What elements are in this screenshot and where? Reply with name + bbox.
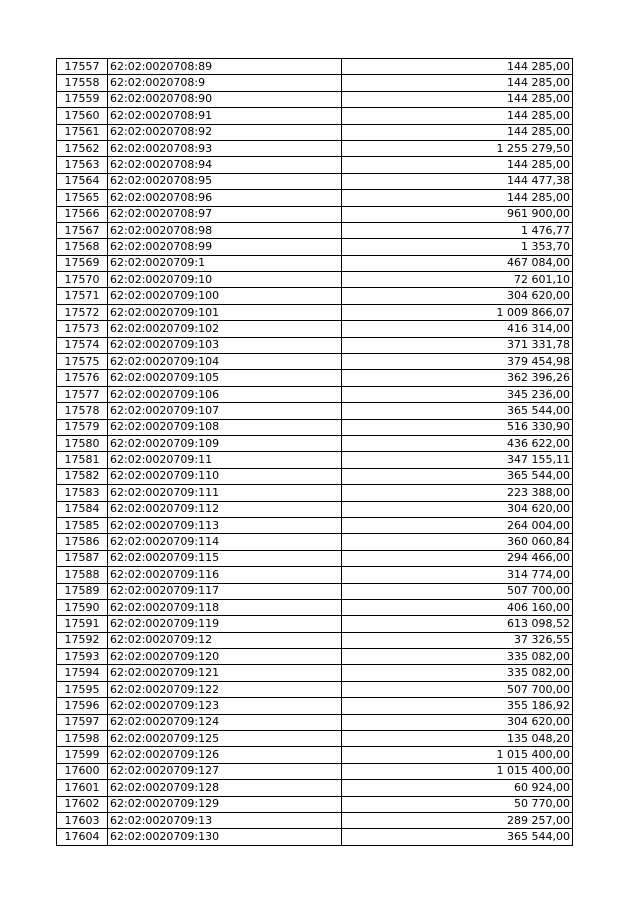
row-number-cell: 17570 [57, 272, 108, 288]
table-row [57, 780, 573, 796]
table-row [57, 829, 573, 845]
row-number-cell: 17575 [57, 354, 108, 370]
row-number-cell: 17598 [57, 731, 108, 747]
cadastral-number-cell: 62:02:0020709:115 [108, 550, 342, 566]
cadastral-number-cell: 62:02:0020709:119 [108, 616, 342, 632]
table-row [57, 501, 573, 517]
table-row [57, 632, 573, 648]
cadastral-value-cell: 347 155,11 [342, 452, 573, 468]
cadastral-number-cell: 62:02:0020709:11 [108, 452, 342, 468]
table-row [57, 157, 573, 173]
cadastral-number-cell: 62:02:0020708:95 [108, 173, 342, 189]
table-row [57, 370, 573, 386]
row-number-cell: 17590 [57, 599, 108, 615]
table-row [57, 206, 573, 222]
row-number-cell: 17588 [57, 567, 108, 583]
row-number-cell: 17580 [57, 435, 108, 451]
cadastral-value-cell: 1 353,70 [342, 239, 573, 255]
row-number-cell: 17561 [57, 124, 108, 140]
cadastral-value-cell: 613 098,52 [342, 616, 573, 632]
cadastral-number-cell: 62:02:0020709:128 [108, 780, 342, 796]
cadastral-value-cell: 1 255 279,50 [342, 140, 573, 156]
cadastral-number-cell: 62:02:0020709:104 [108, 354, 342, 370]
cadastral-value-cell: 144 285,00 [342, 190, 573, 206]
cadastral-value-cell: 304 620,00 [342, 501, 573, 517]
table-row [57, 452, 573, 468]
cadastral-number-cell: 62:02:0020709:13 [108, 812, 342, 828]
row-number-cell: 17604 [57, 829, 108, 845]
cadastral-number-cell: 62:02:0020709:120 [108, 649, 342, 665]
cadastral-number-cell: 62:02:0020708:89 [108, 59, 342, 75]
table-body [57, 59, 573, 846]
cadastral-value-cell: 360 060,84 [342, 534, 573, 550]
table-row [57, 354, 573, 370]
row-number-cell: 17573 [57, 321, 108, 337]
row-number-cell: 17589 [57, 583, 108, 599]
cadastral-value-cell: 144 285,00 [342, 124, 573, 140]
table-row [57, 304, 573, 320]
cadastral-value-cell: 72 601,10 [342, 272, 573, 288]
cadastral-value-cell: 304 620,00 [342, 288, 573, 304]
row-number-cell: 17601 [57, 780, 108, 796]
row-number-cell: 17562 [57, 140, 108, 156]
row-number-cell: 17584 [57, 501, 108, 517]
table-row [57, 550, 573, 566]
row-number-cell: 17597 [57, 714, 108, 730]
table-row [57, 272, 573, 288]
cadastral-value-cell: 362 396,26 [342, 370, 573, 386]
row-number-cell: 17592 [57, 632, 108, 648]
cadastral-number-cell: 62:02:0020708:9 [108, 75, 342, 91]
table-row [57, 485, 573, 501]
cadastral-value-cell: 144 477,38 [342, 173, 573, 189]
cadastral-number-cell: 62:02:0020709:1 [108, 255, 342, 271]
cadastral-value-cell: 60 924,00 [342, 780, 573, 796]
row-number-cell: 17576 [57, 370, 108, 386]
table-row [57, 321, 573, 337]
row-number-cell: 17595 [57, 681, 108, 697]
row-number-cell: 17566 [57, 206, 108, 222]
cadastral-value-cell: 1 476,77 [342, 222, 573, 238]
row-number-cell: 17572 [57, 304, 108, 320]
cadastral-number-cell: 62:02:0020709:113 [108, 517, 342, 533]
cadastral-number-cell: 62:02:0020708:91 [108, 108, 342, 124]
table-row [57, 222, 573, 238]
cadastral-number-cell: 62:02:0020709:105 [108, 370, 342, 386]
cadastral-value-cell: 144 285,00 [342, 75, 573, 91]
cadastral-value-cell: 144 285,00 [342, 91, 573, 107]
cadastral-number-cell: 62:02:0020709:126 [108, 747, 342, 763]
cadastral-value-cell: 304 620,00 [342, 714, 573, 730]
cadastral-value-cell: 314 774,00 [342, 567, 573, 583]
row-number-cell: 17564 [57, 173, 108, 189]
table-row [57, 649, 573, 665]
table-row [57, 796, 573, 812]
cadastral-number-cell: 62:02:0020708:92 [108, 124, 342, 140]
cadastral-number-cell: 62:02:0020709:118 [108, 599, 342, 615]
cadastral-number-cell: 62:02:0020709:116 [108, 567, 342, 583]
row-number-cell: 17583 [57, 485, 108, 501]
cadastral-value-cell: 961 900,00 [342, 206, 573, 222]
table-row [57, 812, 573, 828]
cadastral-number-cell: 62:02:0020708:98 [108, 222, 342, 238]
cadastral-value-cell: 1 015 400,00 [342, 763, 573, 779]
cadastral-number-cell: 62:02:0020709:108 [108, 419, 342, 435]
row-number-cell: 17568 [57, 239, 108, 255]
cadastral-number-cell: 62:02:0020709:101 [108, 304, 342, 320]
cadastral-value-cell: 365 544,00 [342, 468, 573, 484]
table-row [57, 75, 573, 91]
cadastral-value-cell: 264 004,00 [342, 517, 573, 533]
table-row [57, 173, 573, 189]
row-number-cell: 17577 [57, 386, 108, 402]
table-row [57, 255, 573, 271]
cadastral-value-cell: 1 009 866,07 [342, 304, 573, 320]
table-row [57, 698, 573, 714]
table-row [57, 567, 573, 583]
row-number-cell: 17578 [57, 403, 108, 419]
cadastral-number-cell: 62:02:0020708:96 [108, 190, 342, 206]
row-number-cell: 17602 [57, 796, 108, 812]
row-number-cell: 17594 [57, 665, 108, 681]
row-number-cell: 17558 [57, 75, 108, 91]
table-row [57, 763, 573, 779]
table-row [57, 435, 573, 451]
row-number-cell: 17586 [57, 534, 108, 550]
cadastral-value-cell: 37 326,55 [342, 632, 573, 648]
cadastral-number-cell: 62:02:0020709:112 [108, 501, 342, 517]
row-number-cell: 17593 [57, 649, 108, 665]
row-number-cell: 17582 [57, 468, 108, 484]
row-number-cell: 17599 [57, 747, 108, 763]
row-number-cell: 17585 [57, 517, 108, 533]
row-number-cell: 17600 [57, 763, 108, 779]
table-row [57, 403, 573, 419]
row-number-cell: 17596 [57, 698, 108, 714]
table-row [57, 124, 573, 140]
table-row [57, 419, 573, 435]
cadastral-number-cell: 62:02:0020709:127 [108, 763, 342, 779]
cadastral-number-cell: 62:02:0020709:122 [108, 681, 342, 697]
table-row [57, 616, 573, 632]
table-row [57, 731, 573, 747]
cadastral-number-cell: 62:02:0020709:10 [108, 272, 342, 288]
cadastral-number-cell: 62:02:0020709:107 [108, 403, 342, 419]
row-number-cell: 17567 [57, 222, 108, 238]
cadastral-value-cell: 335 082,00 [342, 665, 573, 681]
row-number-cell: 17560 [57, 108, 108, 124]
cadastral-number-cell: 62:02:0020709:114 [108, 534, 342, 550]
cadastral-value-cell: 436 622,00 [342, 435, 573, 451]
cadastral-number-cell: 62:02:0020708:90 [108, 91, 342, 107]
cadastral-number-cell: 62:02:0020709:124 [108, 714, 342, 730]
cadastral-number-cell: 62:02:0020709:117 [108, 583, 342, 599]
cadastral-value-cell: 507 700,00 [342, 681, 573, 697]
row-number-cell: 17571 [57, 288, 108, 304]
cadastral-number-cell: 62:02:0020709:100 [108, 288, 342, 304]
cadastral-number-cell: 62:02:0020709:110 [108, 468, 342, 484]
cadastral-value-cell: 371 331,78 [342, 337, 573, 353]
cadastral-value-cell: 355 186,92 [342, 698, 573, 714]
row-number-cell: 17574 [57, 337, 108, 353]
table-row [57, 190, 573, 206]
table-row [57, 59, 573, 75]
table-row [57, 599, 573, 615]
row-number-cell: 17563 [57, 157, 108, 173]
cadastral-value-cell: 50 770,00 [342, 796, 573, 812]
cadastral-value-cell: 223 388,00 [342, 485, 573, 501]
row-number-cell: 17587 [57, 550, 108, 566]
cadastral-value-table [56, 58, 573, 846]
table-row [57, 665, 573, 681]
row-number-cell: 17579 [57, 419, 108, 435]
cadastral-value-cell: 345 236,00 [342, 386, 573, 402]
cadastral-value-cell: 294 466,00 [342, 550, 573, 566]
cadastral-value-cell: 335 082,00 [342, 649, 573, 665]
cadastral-value-cell: 1 015 400,00 [342, 747, 573, 763]
row-number-cell: 17603 [57, 812, 108, 828]
cadastral-value-cell: 289 257,00 [342, 812, 573, 828]
table-row [57, 714, 573, 730]
cadastral-number-cell: 62:02:0020709:121 [108, 665, 342, 681]
cadastral-value-cell: 416 314,00 [342, 321, 573, 337]
table-row [57, 91, 573, 107]
cadastral-number-cell: 62:02:0020709:129 [108, 796, 342, 812]
row-number-cell: 17591 [57, 616, 108, 632]
cadastral-value-cell: 467 084,00 [342, 255, 573, 271]
cadastral-value-cell: 135 048,20 [342, 731, 573, 747]
cadastral-number-cell: 62:02:0020709:103 [108, 337, 342, 353]
table-row [57, 468, 573, 484]
cadastral-value-cell: 365 544,00 [342, 829, 573, 845]
cadastral-value-cell: 365 544,00 [342, 403, 573, 419]
cadastral-value-cell: 144 285,00 [342, 59, 573, 75]
table-row [57, 386, 573, 402]
cadastral-number-cell: 62:02:0020709:12 [108, 632, 342, 648]
cadastral-number-cell: 62:02:0020709:106 [108, 386, 342, 402]
cadastral-number-cell: 62:02:0020708:93 [108, 140, 342, 156]
cadastral-value-cell: 144 285,00 [342, 157, 573, 173]
cadastral-value-cell: 144 285,00 [342, 108, 573, 124]
row-number-cell: 17557 [57, 59, 108, 75]
table-row [57, 288, 573, 304]
table-row [57, 239, 573, 255]
cadastral-number-cell: 62:02:0020709:109 [108, 435, 342, 451]
cadastral-number-cell: 62:02:0020708:97 [108, 206, 342, 222]
cadastral-value-cell: 406 160,00 [342, 599, 573, 615]
table-row [57, 140, 573, 156]
cadastral-number-cell: 62:02:0020709:102 [108, 321, 342, 337]
table-row [57, 337, 573, 353]
table-row [57, 583, 573, 599]
row-number-cell: 17581 [57, 452, 108, 468]
cadastral-number-cell: 62:02:0020708:99 [108, 239, 342, 255]
cadastral-number-cell: 62:02:0020708:94 [108, 157, 342, 173]
table-row [57, 534, 573, 550]
row-number-cell: 17565 [57, 190, 108, 206]
table-row [57, 108, 573, 124]
table-row [57, 747, 573, 763]
table-row [57, 517, 573, 533]
row-number-cell: 17559 [57, 91, 108, 107]
cadastral-number-cell: 62:02:0020709:123 [108, 698, 342, 714]
cadastral-value-cell: 516 330,90 [342, 419, 573, 435]
cadastral-value-cell: 379 454,98 [342, 354, 573, 370]
cadastral-number-cell: 62:02:0020709:111 [108, 485, 342, 501]
table-row [57, 681, 573, 697]
cadastral-value-cell: 507 700,00 [342, 583, 573, 599]
cadastral-number-cell: 62:02:0020709:130 [108, 829, 342, 845]
cadastral-number-cell: 62:02:0020709:125 [108, 731, 342, 747]
row-number-cell: 17569 [57, 255, 108, 271]
